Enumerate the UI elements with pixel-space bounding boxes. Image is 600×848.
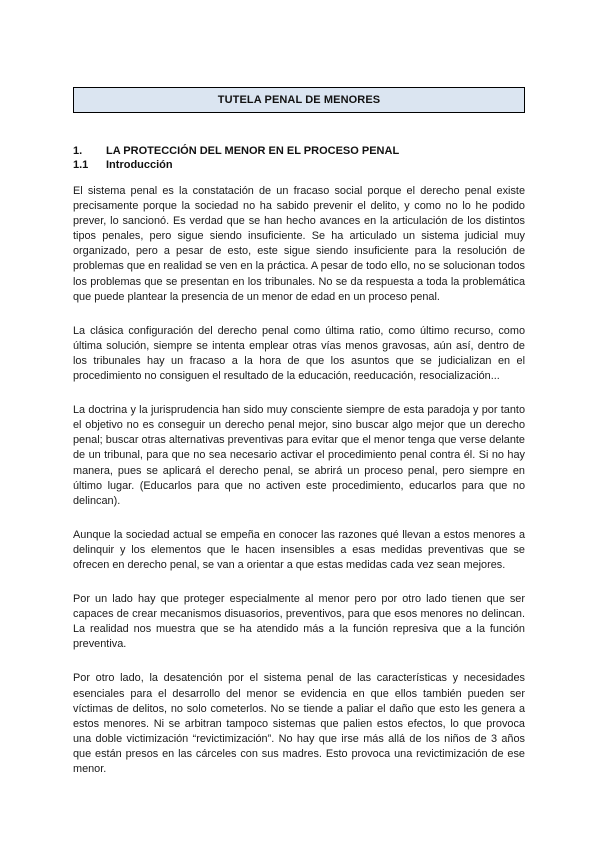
subsection-number: 1.1 (73, 159, 89, 171)
section-number: 1. (73, 145, 83, 157)
paragraph-5: Por un lado hay que proteger especialmente al menor pero por otro lado tienen que ser capaces de crear mecanismos disuasorios, preventivos, para que esos menores no delincan. La realidad nos muestra que se ha atendido más a la función represiva que a la función preventiva. (73, 593, 525, 651)
paragraph-6: Por otro lado, la desatención por el sistema penal de las características y necesidades esenciales para el desarrollo del menor se evidencia en que ellos también pueden ser víctimas de delitos, no solo cometerlos. No se tiende a paliar el daño que esto les genera a estos menores. Ni se arbitran tampoco sistemas que palien estos efectos, lo que provoca una doble victimización “revictimización”. No hay que irse más allá de los niños de 3 años que están presos en las cárceles con sus madres. Esto provoca una revictimización de ese menor. (73, 672, 525, 775)
section-heading (73, 144, 399, 158)
subsection-heading (73, 158, 173, 172)
subsection-title: Introducción (106, 159, 173, 171)
paragraph-2: La clásica configuración del derecho penal como última ratio, como último recurso, como última solución, siempre se intenta emplear otras vías menos gravosas, aún así, dentro de los tribunales hay un fracaso a la hora de que los asuntos que se judicializan en el procedimiento no consiguen el resultado de la educación, reeducación, resocialización... (73, 324, 525, 383)
paragraph-1: El sistema penal es la constatación de un fracaso social porque el derecho penal existe precisamente porque la sociedad no ha sabido prevenir el delito, y como no lo he podido prever, lo sancionó. Es verdad que se han hecho avances en la articulación de los distintos tipos penales, pero sigue siendo insuficiente. Se ha articulado un sistema judicial muy organizado, pero a pesar de esto, este sigue siendo insuficiente para la resolución de problemas que en realidad se ven en la práctica. A pesar de todo ello, no se solucionan todos los problemas que se presentan en los tribunales. No se da respuesta a toda la problemática que puede plantear la presencia de un menor de edad en un proceso penal. (73, 185, 525, 303)
paragraph-4: Aunque la sociedad actual se empeña en conocer las razones qué llevan a estos menores a delinquir y los elementos que le hacen insensibles a esas medidas preventivas que se ofrecen en derecho penal, se van a orientar a que estas medidas cada vez sean mejores. (73, 528, 525, 571)
document-title: TUTELA PENAL DE MENORES (217, 94, 381, 106)
body-text (73, 184, 525, 796)
paragraph-3: La doctrina y la jurisprudencia han sido muy consciente siempre de esta paradoja y por tanto el objetivo no es conseguir un derecho penal mejor, sino buscar algo mejor que un derecho penal; buscar otras alternativas preventivas para evitar que el menor tenga que verse delante de un tribunal, para que no sea necesario activar el procedimiento penal contra él. Si no hay manera, pues se aplicará el derecho penal, se abrirá un proceso penal, pero siempre en último lugar. (Educarlos para que no activen este procedimiento, educarlos para que no delincan). (73, 404, 525, 507)
section-title: LA PROTECCIÓN DEL MENOR EN EL PROCESO PENAL (106, 145, 400, 157)
document-title-box (73, 87, 525, 113)
